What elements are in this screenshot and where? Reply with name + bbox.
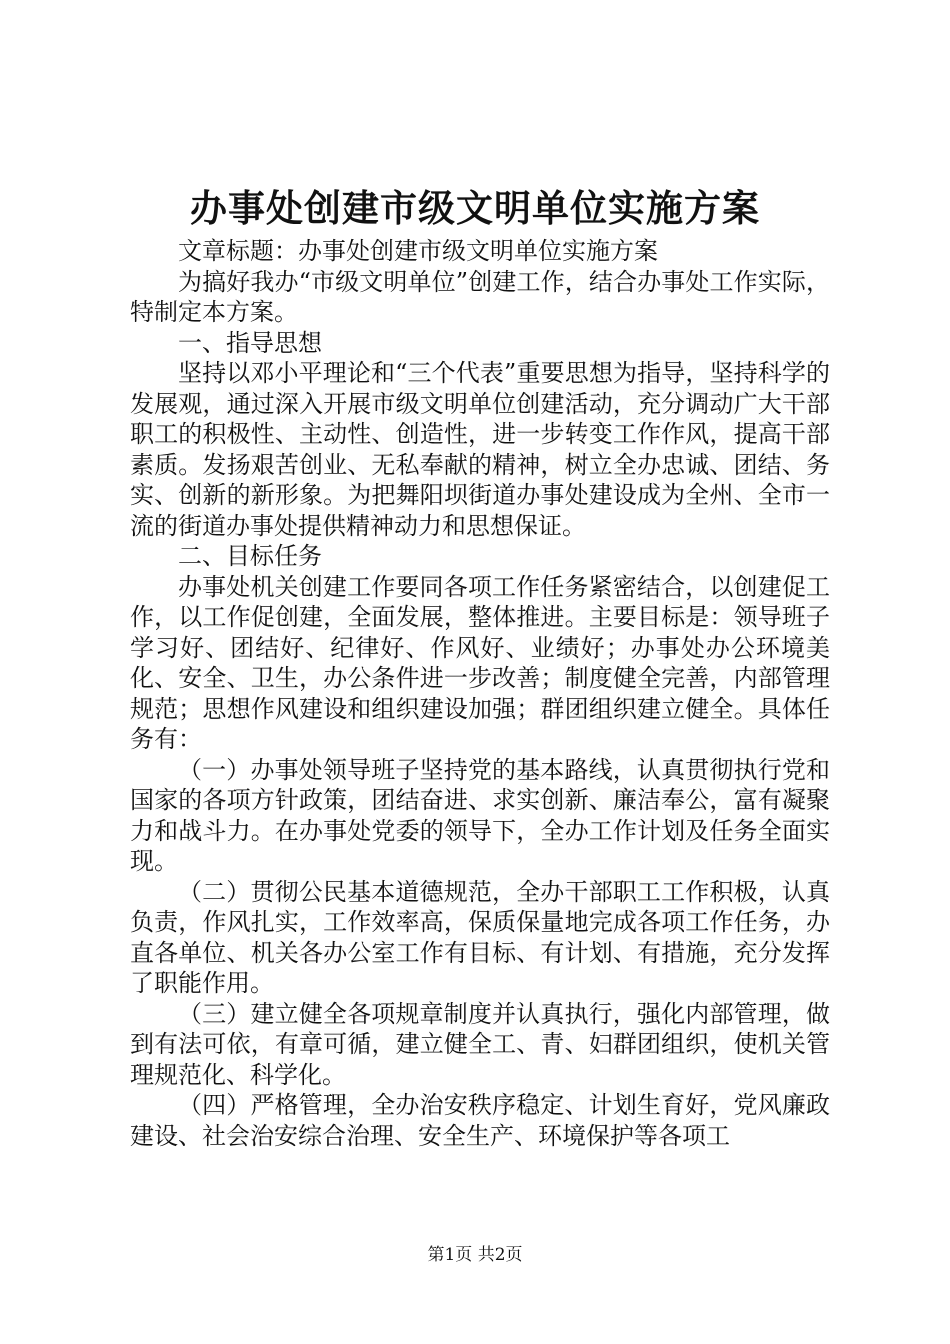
section-heading-guiding-thought: 一、指导思想 [178, 328, 322, 357]
paragraph-article-title: 文章标题：办事处创建市级文明单位实施方案 [178, 237, 658, 265]
paragraph-guiding-thought: 坚持以邓小平理论和“三个代表”重要思想为指导，坚持科学的发展观，通过深入开展市级文明单位创建活动，充分调动广大干部职工的积极性、主动性、创造性，进一步转变工作作风，提高干部素质。发扬艰苦创业、无私奉献的精神，树立全办忠诚、团结、务实、创新的新形象。为把舞阳坝街道办事处建设成为全州、全市一流的街道办事处提供精神动力和思想保证。 [130, 359, 830, 540]
page-footer: 第1页 共2页 [427, 1245, 523, 1265]
paragraph-task-4: （四）严格管理，全办治安秩序稳定、计划生育好，党风廉政建设、社会治安综合治理、安全生产、环境保护等各项工 [130, 1091, 830, 1150]
paragraph-task-1: （一）办事处领导班子坚持党的基本路线，认真贯彻执行党和国家的各项方针政策，团结奋进、求实创新、廉洁奉公，富有凝聚力和战斗力。在办事处党委的领导下，全办工作计划及任务全面实现。 [130, 755, 830, 875]
paragraph-goals: 办事处机关创建工作要同各项工作任务紧密结合，以创建促工作，以工作促创建，全面发展，整体推进。主要目标是：领导班子学习好、团结好、纪律好、作风好、业绩好；办事处办公环境美化、安全、卫生，办公条件进一步改善；制度健全完善，内部管理规范；思想作风建设和组织建设加强；群团组织建立健全。具体任务有： [130, 572, 830, 753]
paragraph-task-3: （三）建立健全各项规章制度并认真执行，强化内部管理，做到有法可依，有章可循，建立健全工、青、妇群团组织，使机关管理规范化、科学化。 [130, 999, 830, 1089]
document-body [130, 236, 830, 1151]
paragraph-intro: 为搞好我办“市级文明单位”创建工作，结合办事处工作实际，特制定本方案。 [130, 267, 830, 326]
document-title: 办事处创建市级文明单位实施方案 [190, 186, 760, 230]
paragraph-task-2: （二）贯彻公民基本道德规范，全办干部职工工作积极，认真负责，作风扎实，工作效率高，保质保量地完成各项工作任务，办直各单位、机关各办公室工作有目标、有计划、有措施，充分发挥了职能作用。 [130, 877, 830, 997]
section-heading-goals: 二、目标任务 [178, 542, 322, 570]
